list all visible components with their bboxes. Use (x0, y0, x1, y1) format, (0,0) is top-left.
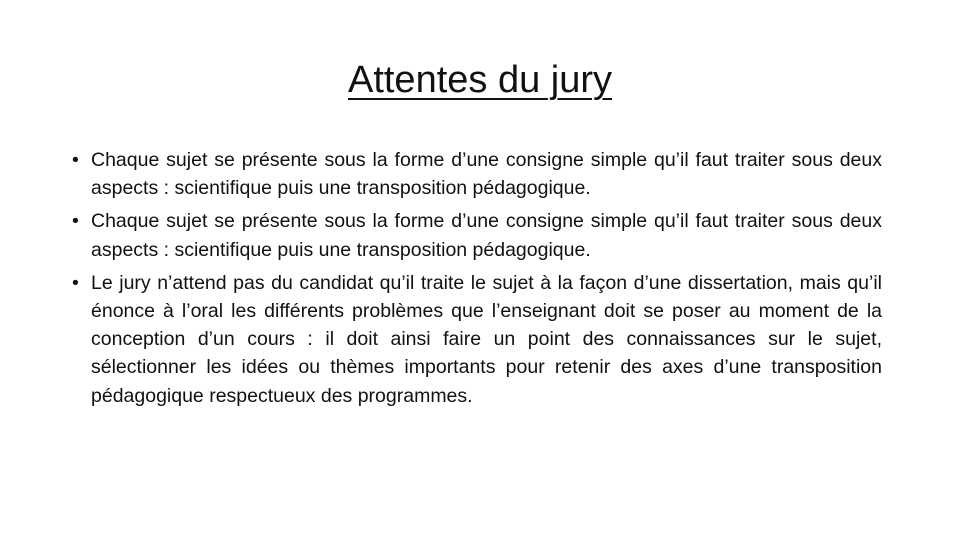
bullet-list (72, 146, 882, 415)
bullet-text: Le jury n’attend pas du candidat qu’il traite le sujet à la façon d’une dissertation, mais qu’il énonce à l’oral les différents problèmes que l’enseignant doit se poser au moment de la conception d’un cours : il doit ainsi faire un point des connaissances sur le sujet, sélectionner les idées ou thèmes importants pour retenir des axes d’une transposition pédagogique respectueux des programmes. (91, 271, 882, 407)
bullet-marker: • (72, 149, 79, 171)
slide-title (0, 56, 960, 104)
bullet-marker: • (72, 271, 79, 294)
bullet-item (72, 146, 882, 202)
slide-title-text: Attentes du jury (347, 59, 613, 101)
bullet-marker: • (72, 210, 79, 233)
bullet-item (72, 269, 882, 410)
bullet-text: Chaque sujet se présente sous la forme d’une consigne simple qu’il faut traiter sous deux aspects : scientifique puis une transposition pédagogique. (91, 149, 882, 200)
bullet-text: Chaque sujet se présente sous la forme d’une consigne simple qu’il faut traiter sous deux aspects : scientifique puis une transposition pédagogique. (91, 210, 882, 261)
bullet-item (72, 207, 882, 263)
